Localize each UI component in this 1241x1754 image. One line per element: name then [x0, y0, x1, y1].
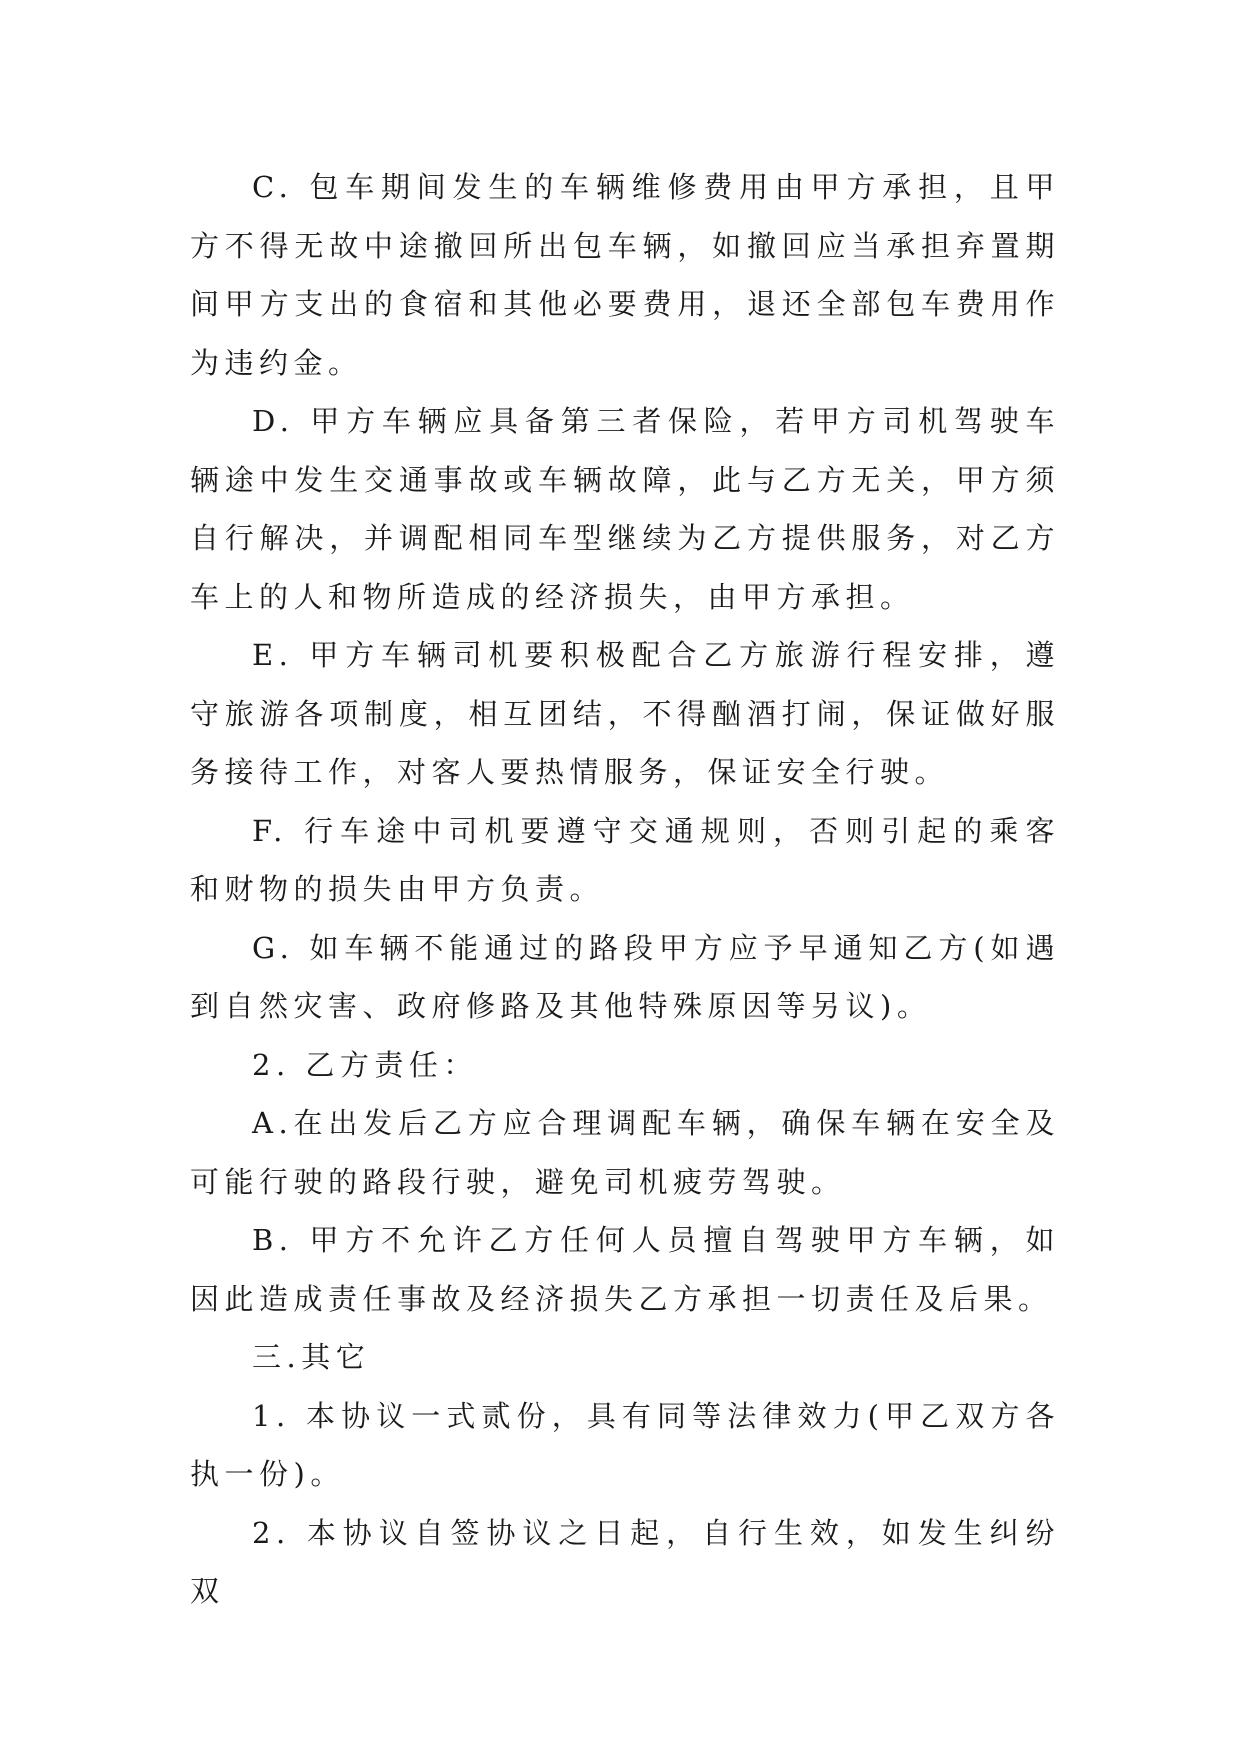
party-b-clause-a-paragraph: A.在出发后乙方应合理调配车辆，确保车辆在安全及可能行驶的路段行驶，避免司机疲劳驾驶。 — [190, 1106, 1060, 1199]
clause-c-paragraph: C. 包车期间发生的车辆维修费用由甲方承担，且甲方不得无故中途撤回所出包车辆，如撤回应当承担弃置期间甲方支出的食宿和其他必要费用，退还全部包车费用作为违约金。 — [190, 170, 1060, 380]
clause-d-paragraph: D. 甲方车辆应具备第三者保险，若甲方司机驾驶车辆途中发生交通事故或车辆故障，此与乙方无关，甲方须自行解决，并调配相同车型继续为乙方提供服务，对乙方车上的人和物所造成的经济损失，由甲方承担。 — [190, 404, 1060, 614]
clause-e-paragraph: E. 甲方车辆司机要积极配合乙方旅游行程安排，遵守旅游各项制度，相互团结，不得酗酒打闹，保证做好服务接待工作，对客人要热情服务，保证安全行驶。 — [190, 638, 1060, 789]
other-item-1-paragraph: 1. 本协议一式贰份，具有同等法律效力(甲乙双方各执一份)。 — [190, 1398, 1060, 1491]
party-b-responsibility-heading: 2. 乙方责任： — [252, 1047, 478, 1082]
section-other-heading: 三.其它 — [252, 1340, 371, 1374]
other-item-2-paragraph: 2. 本协议自签协议之日起，自行生效，如发生纠纷双 — [190, 1515, 1060, 1608]
party-b-clause-b-paragraph: B. 甲方不允许乙方任何人员擅自驾驶甲方车辆，如因此造成责任事故及经济损失乙方承担一切责任及后果。 — [190, 1223, 1060, 1316]
document-page — [190, 158, 1060, 1621]
clause-f-paragraph: F. 行车途中司机要遵守交通规则，否则引起的乘客和财物的损失由甲方负责。 — [190, 813, 1060, 906]
clause-g-paragraph: G. 如车辆不能通过的路段甲方应予早通知乙方(如遇到自然灾害、政府修路及其他特殊原因等另议)。 — [190, 930, 1060, 1023]
